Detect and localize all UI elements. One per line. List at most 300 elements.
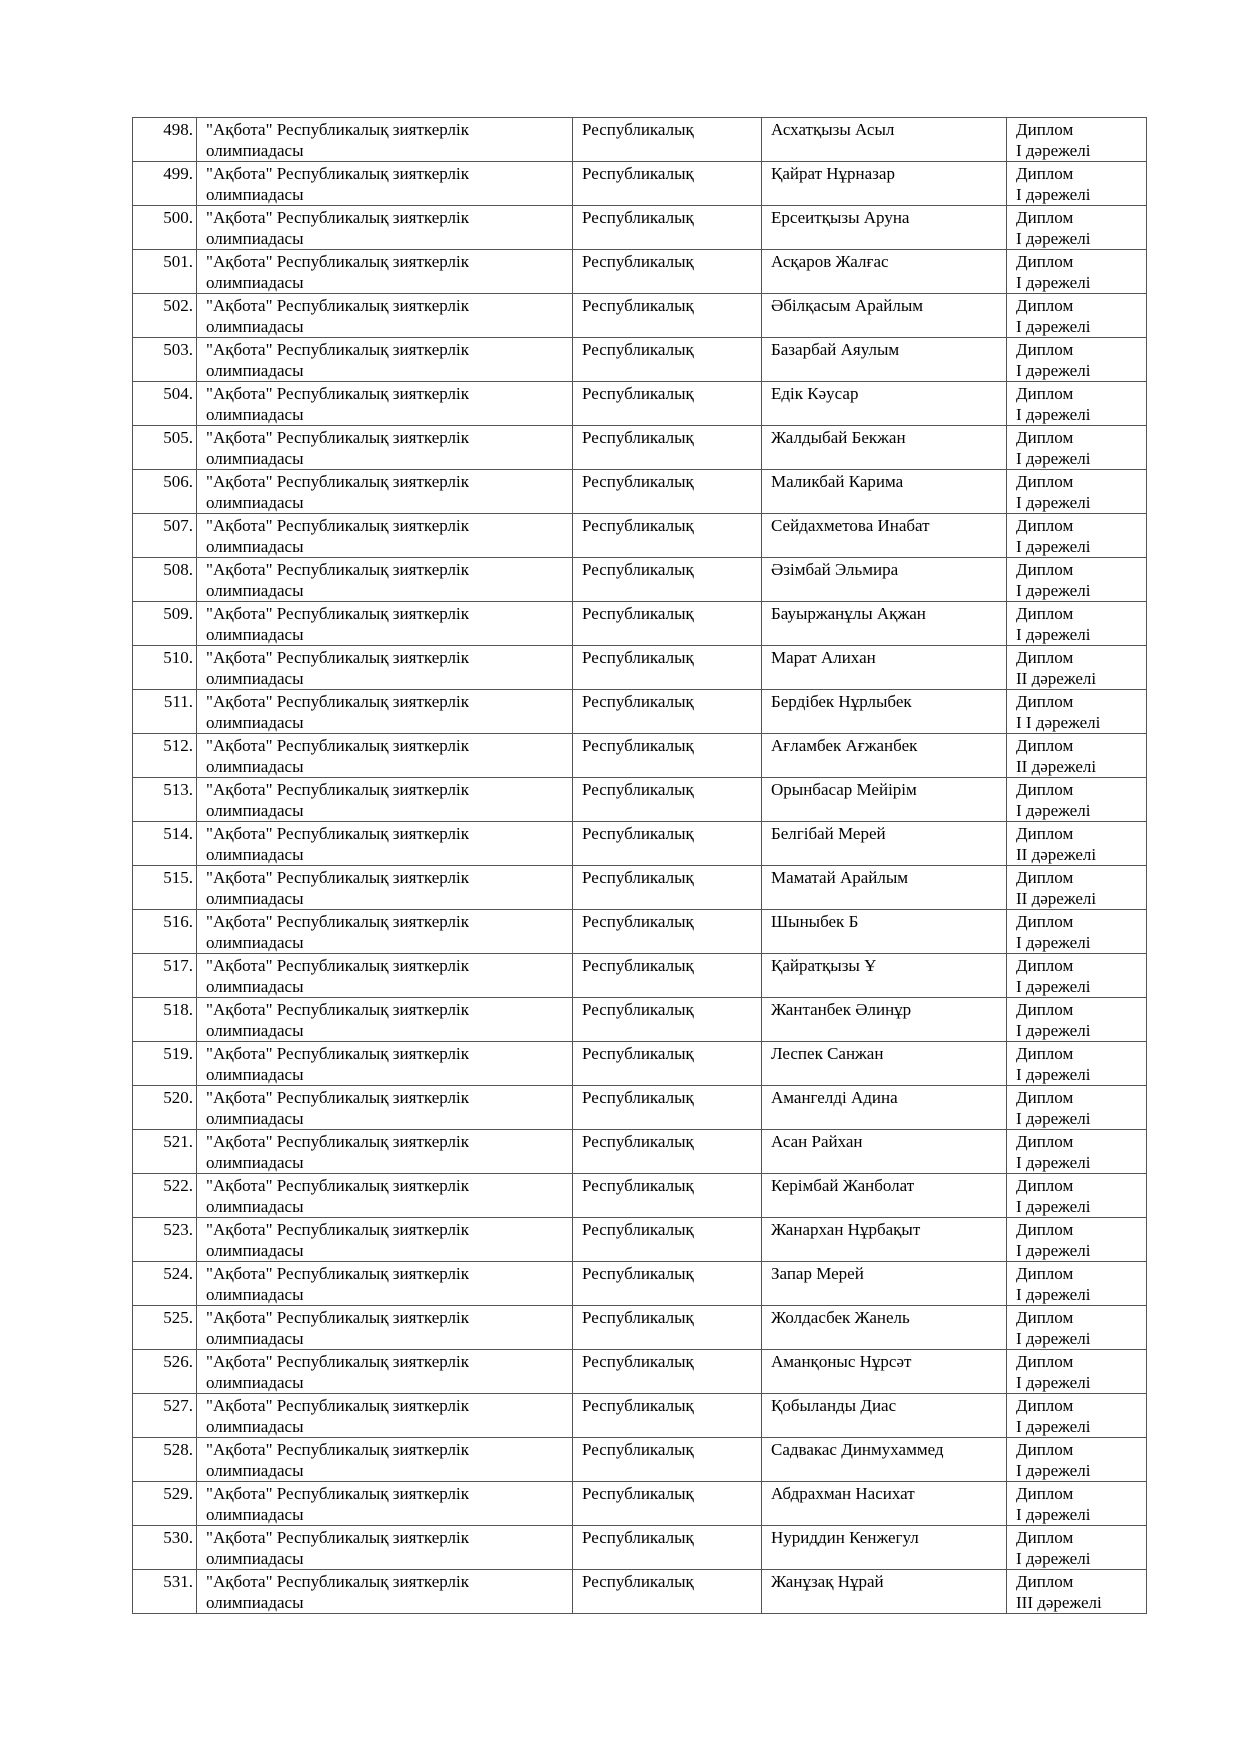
award-type: Диплом [1016,1176,1074,1195]
award-degree: I дәрежелі [1016,1461,1091,1480]
participant-name: Жолдасбек Жанель [771,1308,910,1327]
olympiad-name-line-1: "Ақбота" Республикалық зияткерлік [206,780,469,799]
level-text: Республикалық [582,120,694,139]
award-degree: I дәрежелі [1016,1197,1091,1216]
participant-name: Бердібек Нұрлыбек [771,692,912,711]
participant-name: Ағламбек Ағжанбек [771,736,918,755]
award-cell [1007,426,1147,470]
olympiad-name-line-2: олимпиадасы [206,669,304,688]
level-cell [573,338,762,382]
olympiad-name-line-1: "Ақбота" Республикалық зияткерлік [206,736,469,755]
olympiad-name-cell [197,1174,573,1218]
olympiad-name-line-1: "Ақбота" Республикалық зияткерлік [206,912,469,931]
olympiad-name-line-1: "Ақбота" Республикалық зияткерлік [206,340,469,359]
row-number: 507. [163,516,193,535]
award-degree: I дәрежелі [1016,1417,1091,1436]
level-cell [573,1350,762,1394]
results-table [132,117,1147,1614]
table-row [133,1350,1147,1394]
row-number: 518. [163,1000,193,1019]
table-row [133,1130,1147,1174]
level-cell [573,294,762,338]
row-number: 502. [163,296,193,315]
row-number-cell [133,426,197,470]
award-degree: I дәрежелі [1016,493,1091,512]
row-number-cell [133,558,197,602]
participant-name: Амангелді Адина [771,1088,898,1107]
award-cell [1007,646,1147,690]
olympiad-name-cell [197,1086,573,1130]
participant-name: Орынбасар Мейірім [771,780,917,799]
level-cell [573,1438,762,1482]
award-type: Диплом [1016,120,1074,139]
row-number-cell [133,822,197,866]
row-number-cell [133,206,197,250]
participant-cell [762,1438,1007,1482]
participant-name: Жанұзақ Нұрай [771,1572,884,1591]
award-type: Диплом [1016,340,1074,359]
table-row [133,338,1147,382]
level-text: Республикалық [582,208,694,227]
table-row [133,1086,1147,1130]
award-cell [1007,822,1147,866]
award-degree: I дәрежелі [1016,977,1091,996]
olympiad-name-line-2: олимпиадасы [206,1021,304,1040]
participant-cell [762,998,1007,1042]
olympiad-name-cell [197,734,573,778]
row-number: 520. [163,1088,193,1107]
olympiad-name-line-2: олимпиадасы [206,1373,304,1392]
participant-cell [762,1218,1007,1262]
award-cell [1007,514,1147,558]
level-cell [573,1394,762,1438]
olympiad-name-line-1: "Ақбота" Республикалық зияткерлік [206,1484,469,1503]
participant-name: Әбілқасым Арайлым [771,296,923,315]
participant-name: Запар Мерей [771,1264,864,1283]
olympiad-name-cell [197,118,573,162]
award-degree: I дәрежелі [1016,1285,1091,1304]
level-text: Республикалық [582,560,694,579]
participant-cell [762,250,1007,294]
row-number-cell [133,470,197,514]
table-row [133,1174,1147,1218]
level-cell [573,778,762,822]
participant-name: Ерсеитқызы Аруна [771,208,910,227]
olympiad-name-line-2: олимпиадасы [206,361,304,380]
participant-name: Керімбай Жанболат [771,1176,915,1195]
olympiad-name-line-2: олимпиадасы [206,1285,304,1304]
row-number-cell [133,910,197,954]
row-number: 501. [163,252,193,271]
table-row [133,1570,1147,1614]
olympiad-name-line-2: олимпиадасы [206,1065,304,1084]
level-text: Республикалық [582,868,694,887]
level-cell [573,1042,762,1086]
award-degree: I дәрежелі [1016,1153,1091,1172]
award-cell [1007,1526,1147,1570]
award-degree: I дәрежелі [1016,581,1091,600]
level-text: Республикалық [582,164,694,183]
row-number: 526. [163,1352,193,1371]
level-cell [573,1130,762,1174]
olympiad-name-line-1: "Ақбота" Республикалық зияткерлік [206,604,469,623]
level-cell [573,382,762,426]
olympiad-name-cell [197,1526,573,1570]
olympiad-name-cell [197,250,573,294]
level-cell [573,558,762,602]
olympiad-name-line-1: "Ақбота" Республикалық зияткерлік [206,384,469,403]
row-number-cell [133,250,197,294]
olympiad-name-line-2: олимпиадасы [206,1153,304,1172]
participant-name: Абдрахман Насихат [771,1484,915,1503]
level-cell [573,822,762,866]
olympiad-name-line-1: "Ақбота" Республикалық зияткерлік [206,824,469,843]
participant-cell [762,1526,1007,1570]
row-number-cell [133,338,197,382]
row-number-cell [133,1262,197,1306]
row-number-cell [133,118,197,162]
olympiad-name-line-1: "Ақбота" Республикалық зияткерлік [206,956,469,975]
award-type: Диплом [1016,1484,1074,1503]
row-number-cell [133,1438,197,1482]
award-cell [1007,866,1147,910]
table-row [133,426,1147,470]
level-cell [573,866,762,910]
level-text: Республикалық [582,252,694,271]
award-degree: II дәрежелі [1016,669,1097,688]
olympiad-name-cell [197,294,573,338]
olympiad-name-line-2: олимпиадасы [206,581,304,600]
olympiad-name-line-2: олимпиадасы [206,185,304,204]
award-cell [1007,734,1147,778]
olympiad-name-cell [197,470,573,514]
row-number: 524. [163,1264,193,1283]
award-cell [1007,250,1147,294]
row-number: 506. [163,472,193,491]
award-degree: I дәрежелі [1016,933,1091,952]
level-text: Республикалық [582,736,694,755]
level-text: Республикалық [582,1176,694,1195]
award-degree: I дәрежелі [1016,449,1091,468]
award-type: Диплом [1016,1044,1074,1063]
award-degree: I I дәрежелі [1016,713,1101,732]
table-row [133,470,1147,514]
olympiad-name-line-2: олимпиадасы [206,757,304,776]
table-row [133,954,1147,998]
table-row [133,162,1147,206]
row-number: 509. [163,604,193,623]
level-text: Республикалық [582,1352,694,1371]
level-text: Республикалық [582,912,694,931]
table-row [133,1262,1147,1306]
table-row [133,998,1147,1042]
olympiad-name-line-2: олимпиадасы [206,933,304,952]
row-number-cell [133,1130,197,1174]
level-cell [573,1306,762,1350]
award-cell [1007,602,1147,646]
olympiad-name-cell [197,1218,573,1262]
row-number: 529. [163,1484,193,1503]
level-text: Республикалық [582,1220,694,1239]
participant-cell [762,866,1007,910]
award-type: Диплом [1016,164,1074,183]
olympiad-name-line-2: олимпиадасы [206,1461,304,1480]
row-number: 519. [163,1044,193,1063]
award-type: Диплом [1016,692,1074,711]
participant-name: Жантанбек Әлинұр [771,1000,912,1019]
award-degree: I дәрежелі [1016,361,1091,380]
participant-name: Базарбай Аяулым [771,340,900,359]
award-cell [1007,1570,1147,1614]
level-cell [573,118,762,162]
award-cell [1007,1130,1147,1174]
participant-name: Белгібай Мерей [771,824,886,843]
row-number: 514. [163,824,193,843]
award-cell [1007,1306,1147,1350]
level-text: Республикалық [582,956,694,975]
award-degree: I дәрежелі [1016,1505,1091,1524]
level-cell [573,426,762,470]
olympiad-name-line-1: "Ақбота" Республикалық зияткерлік [206,472,469,491]
row-number: 517. [163,956,193,975]
olympiad-name-line-1: "Ақбота" Республикалық зияткерлік [206,120,469,139]
row-number-cell [133,602,197,646]
participant-name: Нуриддин Кенжегул [771,1528,919,1547]
olympiad-name-line-2: олимпиадасы [206,1241,304,1260]
award-type: Диплом [1016,1572,1074,1591]
award-cell [1007,690,1147,734]
participant-cell [762,426,1007,470]
row-number: 510. [163,648,193,667]
row-number-cell [133,514,197,558]
participant-cell [762,954,1007,998]
award-type: Диплом [1016,472,1074,491]
olympiad-name-cell [197,1306,573,1350]
award-degree: III дәрежелі [1016,1593,1102,1612]
row-number-cell [133,734,197,778]
olympiad-name-line-2: олимпиадасы [206,493,304,512]
level-text: Республикалық [582,296,694,315]
participant-cell [762,118,1007,162]
olympiad-name-line-1: "Ақбота" Республикалық зияткерлік [206,1440,469,1459]
olympiad-name-cell [197,822,573,866]
award-type: Диплом [1016,604,1074,623]
row-number-cell [133,866,197,910]
participant-cell [762,646,1007,690]
award-type: Диплом [1016,1132,1074,1151]
level-cell [573,250,762,294]
table-row [133,822,1147,866]
level-cell [573,1570,762,1614]
olympiad-name-line-1: "Ақбота" Республикалық зияткерлік [206,868,469,887]
olympiad-name-line-2: олимпиадасы [206,625,304,644]
olympiad-name-line-1: "Ақбота" Республикалық зияткерлік [206,648,469,667]
award-degree: I дәрежелі [1016,1329,1091,1348]
row-number: 500. [163,208,193,227]
level-cell [573,954,762,998]
row-number: 508. [163,560,193,579]
level-cell [573,998,762,1042]
award-degree: I дәрежелі [1016,141,1091,160]
olympiad-name-line-1: "Ақбота" Республикалық зияткерлік [206,1396,469,1415]
level-cell [573,910,762,954]
row-number: 523. [163,1220,193,1239]
award-degree: I дәрежелі [1016,317,1091,336]
award-degree: II дәрежелі [1016,845,1097,864]
table-row [133,734,1147,778]
award-cell [1007,1262,1147,1306]
table-row [133,514,1147,558]
level-cell [573,1086,762,1130]
row-number: 512. [163,736,193,755]
award-degree: I дәрежелі [1016,537,1091,556]
participant-cell [762,1394,1007,1438]
olympiad-name-line-1: "Ақбота" Республикалық зияткерлік [206,516,469,535]
olympiad-name-line-1: "Ақбота" Республикалық зияткерлік [206,1220,469,1239]
participant-cell [762,690,1007,734]
row-number: 498. [163,120,193,139]
row-number-cell [133,382,197,426]
award-degree: I дәрежелі [1016,1109,1091,1128]
award-type: Диплом [1016,252,1074,271]
award-degree: I дәрежелі [1016,1373,1091,1392]
level-text: Республикалық [582,1044,694,1063]
level-cell [573,470,762,514]
level-text: Республикалық [582,1572,694,1591]
award-type: Диплом [1016,912,1074,931]
olympiad-name-cell [197,646,573,690]
award-type: Диплом [1016,1352,1074,1371]
participant-cell [762,1262,1007,1306]
participant-cell [762,1174,1007,1218]
table-row [133,206,1147,250]
level-cell [573,162,762,206]
olympiad-name-cell [197,866,573,910]
olympiad-name-line-1: "Ақбота" Республикалық зияткерлік [206,1352,469,1371]
participant-cell [762,602,1007,646]
participant-cell [762,206,1007,250]
participant-cell [762,514,1007,558]
award-type: Диплом [1016,296,1074,315]
table-row [133,382,1147,426]
level-cell [573,602,762,646]
olympiad-name-cell [197,602,573,646]
row-number-cell [133,998,197,1042]
award-type: Диплом [1016,516,1074,535]
olympiad-name-cell [197,1394,573,1438]
olympiad-name-cell [197,778,573,822]
row-number: 516. [163,912,193,931]
participant-name: Марат Алихан [771,648,876,667]
participant-cell [762,470,1007,514]
award-degree: II дәрежелі [1016,757,1097,776]
participant-cell [762,1306,1007,1350]
row-number-cell [133,1526,197,1570]
level-cell [573,1526,762,1570]
row-number-cell [133,1350,197,1394]
table-row [133,1042,1147,1086]
olympiad-name-cell [197,1042,573,1086]
table-row [133,1482,1147,1526]
award-degree: I дәрежелі [1016,1021,1091,1040]
olympiad-name-line-2: олимпиадасы [206,229,304,248]
level-text: Республикалық [582,1308,694,1327]
award-degree: I дәрежелі [1016,625,1091,644]
olympiad-name-cell [197,206,573,250]
level-text: Республикалық [582,1528,694,1547]
olympiad-name-cell [197,426,573,470]
olympiad-name-line-1: "Ақбота" Республикалық зияткерлік [206,1132,469,1151]
olympiad-name-line-2: олимпиадасы [206,801,304,820]
olympiad-name-cell [197,1438,573,1482]
olympiad-name-line-1: "Ақбота" Республикалық зияткерлік [206,296,469,315]
award-cell [1007,470,1147,514]
level-cell [573,1218,762,1262]
level-text: Республикалық [582,1264,694,1283]
row-number-cell [133,778,197,822]
table-row [133,1394,1147,1438]
award-type: Диплом [1016,1000,1074,1019]
olympiad-name-line-1: "Ақбота" Республикалық зияткерлік [206,560,469,579]
participant-cell [762,910,1007,954]
olympiad-name-line-1: "Ақбота" Республикалық зияткерлік [206,692,469,711]
award-cell [1007,558,1147,602]
award-degree: II дәрежелі [1016,889,1097,908]
row-number-cell [133,954,197,998]
row-number-cell [133,1482,197,1526]
level-text: Республикалық [582,428,694,447]
table-row [133,646,1147,690]
level-text: Республикалық [582,604,694,623]
award-cell [1007,1086,1147,1130]
participant-cell [762,162,1007,206]
award-type: Диплом [1016,736,1074,755]
participant-cell [762,1042,1007,1086]
olympiad-name-line-1: "Ақбота" Республикалық зияткерлік [206,1528,469,1547]
results-table-body [133,118,1147,1614]
participant-cell [762,1570,1007,1614]
award-cell [1007,162,1147,206]
participant-name: Асқаров Жалғас [771,252,889,271]
olympiad-name-line-2: олимпиадасы [206,273,304,292]
table-row [133,1218,1147,1262]
table-row [133,1306,1147,1350]
row-number-cell [133,1218,197,1262]
row-number-cell [133,646,197,690]
award-type: Диплом [1016,780,1074,799]
award-degree: I дәрежелі [1016,229,1091,248]
award-degree: I дәрежелі [1016,1065,1091,1084]
level-cell [573,734,762,778]
participant-name: Қобыланды Диас [771,1396,897,1415]
participant-name: Қайрат Нұрназар [771,164,895,183]
row-number-cell [133,1570,197,1614]
table-row [133,294,1147,338]
row-number: 528. [163,1440,193,1459]
olympiad-name-cell [197,1262,573,1306]
olympiad-name-line-2: олимпиадасы [206,317,304,336]
level-cell [573,514,762,558]
row-number: 525. [163,1308,193,1327]
participant-cell [762,558,1007,602]
award-cell [1007,118,1147,162]
level-cell [573,646,762,690]
row-number: 511. [163,692,193,711]
participant-cell [762,734,1007,778]
award-cell [1007,910,1147,954]
row-number: 504. [163,384,193,403]
table-row [133,1526,1147,1570]
